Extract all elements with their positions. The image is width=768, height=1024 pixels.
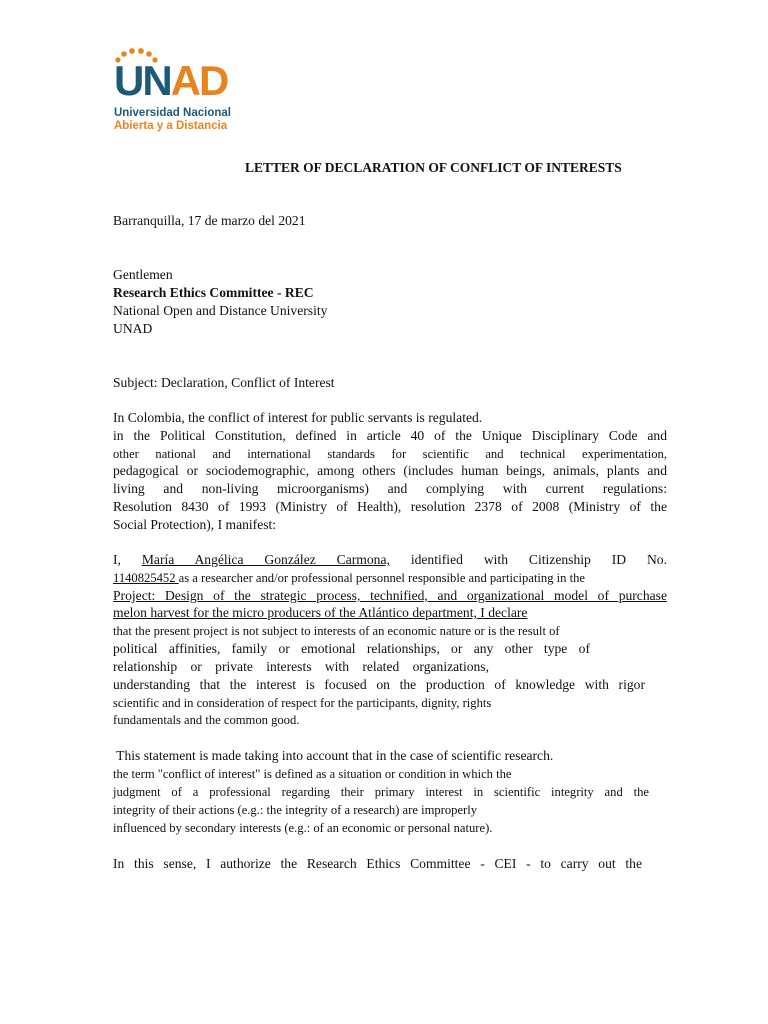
- para4-line: In this sense, I authorize the Research Ethics Committee - CEI - to carry out the: [113, 856, 642, 871]
- para1-line: pedagogical or sociodemographic, among others (includes human beings, animals, plants and: [113, 463, 667, 478]
- logo-line-1: Universidad Nacional: [114, 107, 231, 119]
- greeting: Gentlemen: [113, 267, 173, 282]
- para3-line: This statement is made taking into account that in the case of scientific research.: [113, 748, 554, 763]
- para2-line: that the present project is not subject to interests of an economic nature or is the result of: [113, 624, 560, 638]
- para1-line: living and non-living microorganisms) and complying with current regulations:: [113, 481, 667, 496]
- para1-line: In Colombia, the conflict of interest for public servants is regulated.: [113, 410, 483, 425]
- para1-line: in the Political Constitution, defined in article 40 of the Unique Disciplinary Code and: [113, 428, 667, 443]
- para1-line: Resolution 8430 of 1993 (Ministry of Health), resolution 2378 of 2008 (Ministry of the: [113, 499, 667, 514]
- para2-line: scientific and in consideration of respect for the participants, dignity, rights: [113, 696, 492, 710]
- recipient-short: UNAD: [113, 321, 153, 336]
- subject-line: Subject: Declaration, Conflict of Interest: [113, 375, 335, 390]
- para3-line: the term "conflict of interest" is defined as a situation or condition in which the: [113, 767, 512, 781]
- recipient-university: National Open and Distance University: [113, 303, 328, 318]
- para2-line-1: I, María Angélica González Carmona, identified with Citizenship ID No.: [113, 552, 667, 567]
- unad-logo: [110, 48, 240, 134]
- date-line: Barranquilla, 17 de marzo del 2021: [113, 213, 306, 228]
- logo-line-2: Abierta y a Distancia: [114, 120, 228, 132]
- para2-line: fundamentals and the common good.: [113, 713, 300, 727]
- logo-wordmark: UNAD: [114, 57, 228, 104]
- para1-line: Social Protection), I manifest:: [113, 517, 277, 532]
- project-title-line-2: melon harvest for the micro producers of the Atlántico department, I declare: [113, 605, 528, 620]
- citizenship-id: 1140825452: [113, 571, 179, 585]
- declarant-name: María Angélica González Carmona,: [141, 552, 390, 567]
- para3-line: influenced by secondary interests (e.g.: of an economic or personal nature).: [113, 821, 493, 835]
- para2-line: relationship or private interests with related organizations,: [113, 659, 489, 674]
- para3-line: judgment of a professional regarding their primary interest in scientific integrity and the: [113, 785, 649, 799]
- document-title: LETTER OF DECLARATION OF CONFLICT OF INTERESTS: [245, 160, 622, 175]
- project-title-line-1: Project: Design of the strategic process, technified, and organizational model of purchase: [113, 588, 667, 603]
- para3-line: integrity of their actions (e.g.: the integrity of a research) are improperly: [113, 803, 478, 817]
- recipient-committee: Research Ethics Committee - REC: [113, 285, 314, 300]
- para2-line: understanding that the interest is focused on the production of knowledge with rigor: [113, 677, 645, 692]
- para1-line: other national and international standards for scientific and technical experimentation,: [113, 447, 667, 461]
- para2-line-2: 1140825452 as a researcher and/or professional personnel responsible and participating in the: [113, 571, 586, 585]
- para2-line: political affinities, family or emotional relationships, or any other type of: [113, 641, 590, 656]
